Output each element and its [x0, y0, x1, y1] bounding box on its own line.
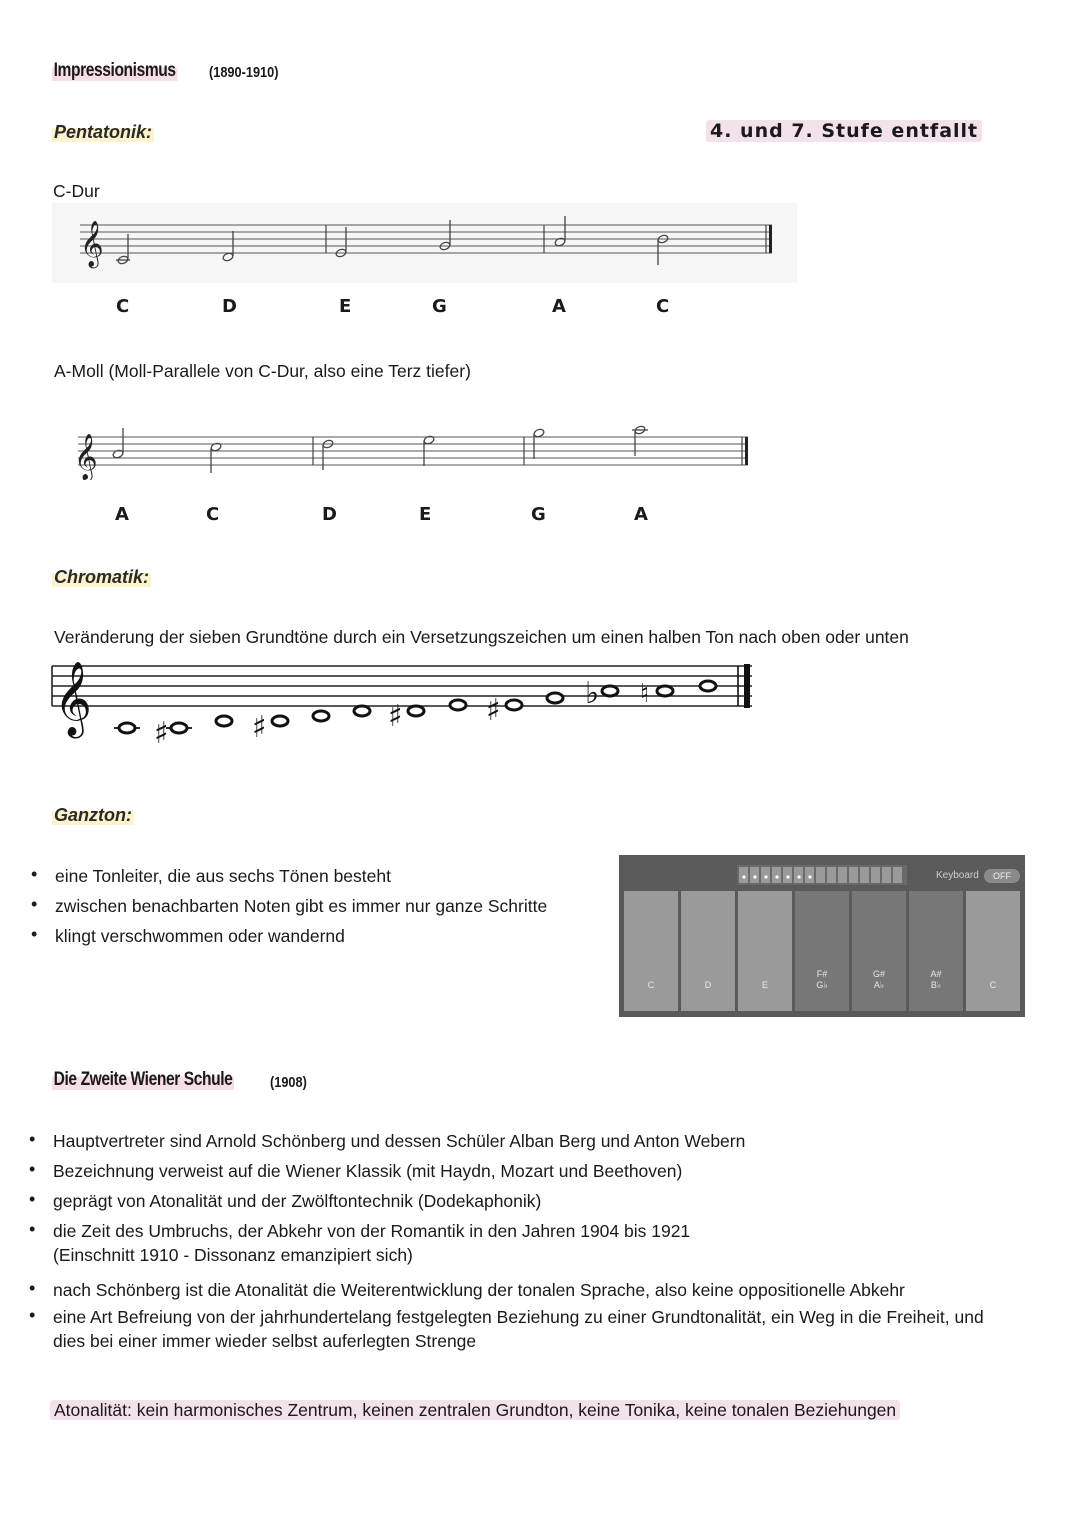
list-item: • geprägt von Atonalität und der Zwölftontechnik (Dodekaphonik) — [53, 1186, 1063, 1216]
list-item: • Hauptvertreter sind Arnold Schönberg und dessen Schüler Alban Berg und Anton Webern — [53, 1126, 1063, 1156]
key-e[interactable]: E — [738, 891, 792, 1011]
staff-background — [52, 203, 797, 283]
pentatonik-label: Pentatonik: — [54, 122, 153, 142]
note-b-natural — [640, 679, 673, 709]
key-d[interactable]: D — [681, 891, 735, 1011]
list-item: • eine Art Befreiung von der jahrhundertelang festgelegten Beziehung zu einer Grundtonalität, ein Weg in die Freiheit, und dies bei einer immer wieder selbst auferlegten Strenge — [53, 1305, 1063, 1353]
svg-text:♯: ♯ — [486, 693, 501, 728]
cdur-note-4: G — [432, 296, 447, 317]
amoll-note-1: A — [115, 504, 129, 525]
note-d — [216, 716, 232, 726]
note-c-sharp — [154, 716, 192, 743]
amoll-note-5: G — [531, 504, 546, 525]
note-g — [450, 700, 466, 710]
final-bar-thick — [745, 437, 748, 465]
amoll-note-6: A — [634, 504, 648, 525]
amoll-note-3: D — [322, 504, 337, 525]
list-item: • zwischen benachbarten Noten gibt es immer nur ganze Schritte — [55, 891, 547, 921]
treble-clef-icon: 𝄞 — [74, 434, 98, 480]
mini-keyboard-icon — [737, 865, 907, 885]
pentatonik-note: 4. und 7. Stufe entfallt — [706, 120, 982, 142]
svg-text:♮: ♮ — [640, 679, 650, 709]
cdur-note-6: C — [656, 296, 670, 317]
cdur-note-2: D — [222, 296, 237, 317]
svg-text:♯: ♯ — [154, 716, 169, 743]
chromatik-description: Veränderung der sieben Grundtöne durch ein Versetzungszeichen um einen halben Ton nach oben oder unten — [54, 627, 909, 647]
treble-clef-icon: 𝄞 — [80, 221, 104, 267]
years-impressionismus: (1890-1910) — [209, 64, 279, 81]
keyboard-toggle[interactable]: OFF — [984, 869, 1020, 883]
list-item: • klingt verschwommen oder wandernd — [55, 921, 547, 951]
amoll-staff — [70, 420, 760, 480]
amoll-label: A-Moll (Moll-Parallele von C-Dur, also eine Terz tiefer) — [54, 361, 471, 381]
svg-text:♭: ♭ — [585, 676, 600, 711]
note-c — [114, 723, 140, 733]
note-a — [112, 428, 124, 459]
list-item: • Bezeichnung verweist auf die Wiener Klassik (mit Haydn, Mozart und Beethoven) — [53, 1156, 1063, 1186]
list-item: • die Zeit des Umbruchs, der Abkehr von der Romantik in den Jahren 1904 bis 1921 (Einschnitt 1910 - Dissonanz emanzipiert sich) — [53, 1219, 1063, 1267]
key-c-high[interactable]: C — [966, 891, 1020, 1011]
key-f-sharp[interactable]: F# G♭ — [795, 891, 849, 1011]
note-d-sharp — [252, 710, 288, 743]
note-c-high — [700, 681, 716, 691]
cdur-label: C-Dur — [53, 181, 100, 201]
ganzton-label: Ganzton: — [54, 805, 132, 825]
treble-clef-icon: 𝄞 — [54, 662, 92, 736]
staff-lines — [78, 437, 748, 465]
final-bar-thick — [744, 664, 750, 708]
cdur-note-1: C — [116, 296, 130, 317]
svg-text:♯: ♯ — [388, 699, 403, 734]
years-wiener-schule: (1908) — [270, 1074, 307, 1091]
amoll-note-2: C — [206, 504, 220, 525]
list-item: • eine Tonleiter, die aus sechs Tönen besteht — [55, 861, 547, 891]
list-item: • nach Schönberg ist die Atonalität die Weiterentwicklung der tonalen Sprache, also keine oppositionelle Abkehr — [53, 1275, 1063, 1305]
note-e — [313, 711, 329, 721]
svg-text:♯: ♯ — [252, 710, 267, 743]
section-title-impressionismus: Impressionismus — [53, 60, 176, 81]
note-f-sharp — [388, 699, 424, 734]
chromatik-label: Chromatik: — [54, 567, 150, 587]
cdur-note-5: A — [552, 296, 566, 317]
cdur-note-3: E — [339, 296, 352, 317]
final-bar-thick — [769, 225, 772, 253]
wiener-bullets — [53, 1126, 1063, 1353]
note-f — [354, 706, 370, 716]
whole-tone-keyboard — [619, 855, 1025, 1017]
keyboard-toggle-label: Keyboard — [936, 870, 979, 881]
ganzton-bullets — [55, 861, 547, 951]
cdur-staff — [52, 203, 797, 283]
note-a — [547, 693, 563, 703]
note-g-sharp — [486, 693, 522, 728]
amoll-note-4: E — [419, 504, 432, 525]
key-g-sharp[interactable]: G# A♭ — [852, 891, 906, 1011]
chromatik-staff — [50, 648, 760, 743]
section-title-wiener-schule: Die Zweite Wiener Schule — [53, 1069, 233, 1090]
atonalitaet-definition: Atonalität: kein harmonisches Zentrum, keinen zentralen Grundton, keine Tonika, keine tonalen Beziehungen — [50, 1400, 900, 1421]
key-c[interactable]: C — [624, 891, 678, 1011]
key-a-sharp[interactable]: A# B♭ — [909, 891, 963, 1011]
